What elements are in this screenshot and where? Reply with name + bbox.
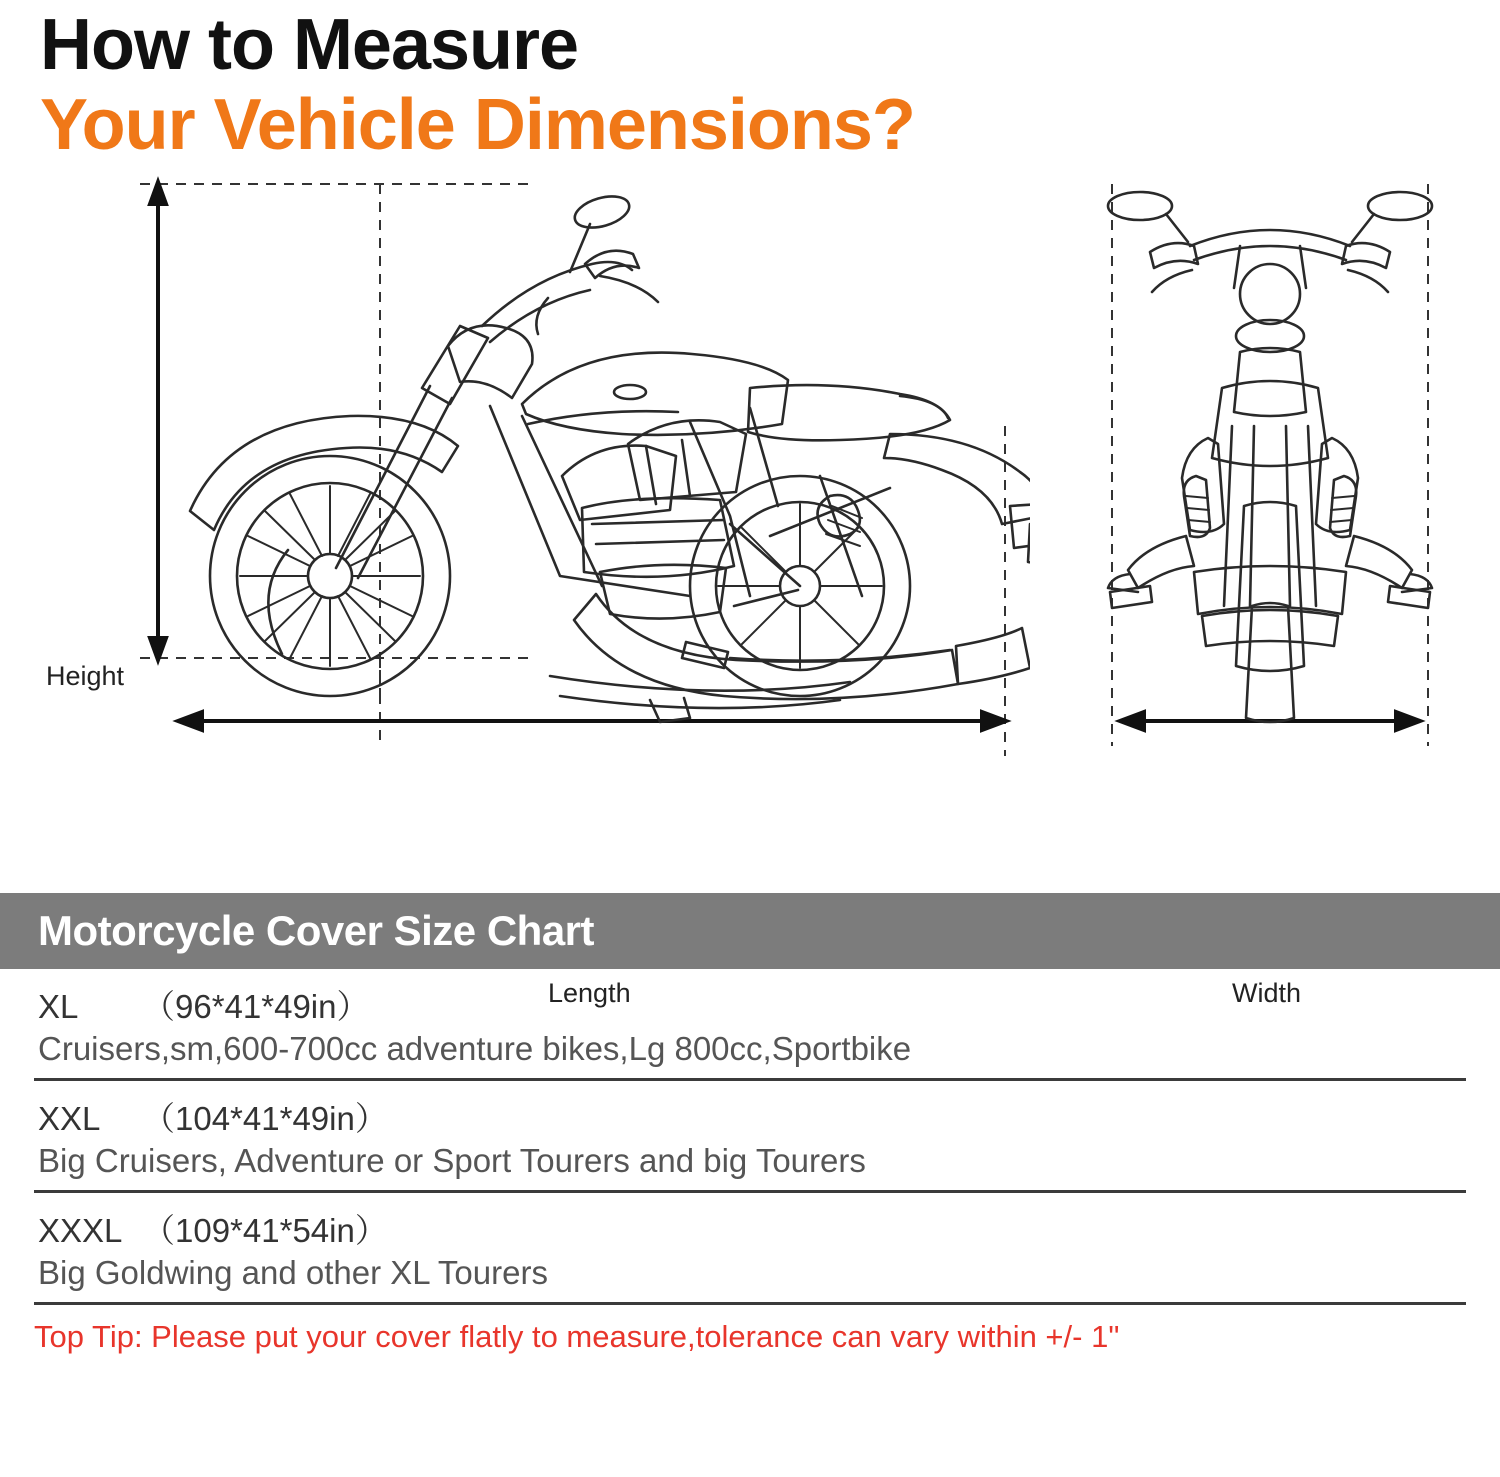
size-dimensions: （104*41*49in） (142, 1100, 388, 1137)
top-tip-note: Top Tip: Please put your cover flatly to measure,tolerance can vary within +/- 1" (34, 1319, 1120, 1354)
size-description: Cruisers,sm,600-700cc adventure bikes,Lg 800cc,Sportbike (38, 1030, 912, 1067)
length-label: Length (548, 978, 631, 1009)
size-label: XXXL (38, 1212, 123, 1249)
motorcycle-side-view (130, 176, 1030, 756)
size-label: XL (38, 988, 79, 1025)
width-label: Width (1232, 978, 1302, 1009)
title-line-2: Your Vehicle Dimensions? (40, 84, 915, 165)
title-line-1: How to Measure (40, 5, 579, 85)
height-label: Height (46, 661, 125, 692)
table-row (34, 969, 1466, 1081)
table-row (34, 1193, 1466, 1305)
size-dimensions: （109*41*54in） (142, 1212, 388, 1249)
size-dimensions: （96*41*49in） (142, 988, 370, 1025)
size-chart (0, 893, 1500, 1355)
size-description: Big Cruisers, Adventure or Sport Tourers and big Tourers (38, 1142, 866, 1179)
page-title (0, 0, 1500, 166)
size-chart-rows (34, 969, 1466, 1305)
size-label: XXL (38, 1100, 101, 1137)
motorcycle-front-view (1090, 176, 1450, 756)
size-chart-header: Motorcycle Cover Size Chart (0, 893, 1500, 969)
table-row (34, 1081, 1466, 1193)
size-description: Big Goldwing and other XL Tourers (38, 1254, 548, 1291)
